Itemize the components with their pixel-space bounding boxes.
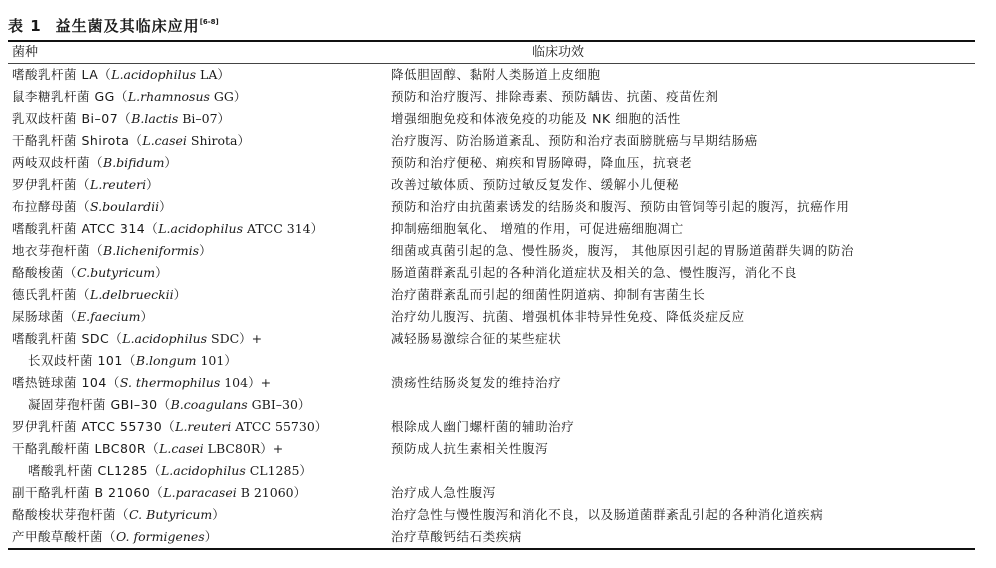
cell-clinical-effect: 治疗草酸钙结石类疾病 bbox=[391, 529, 523, 544]
species-strain-suffix: ATCC 55730） bbox=[231, 419, 328, 434]
cell-clinical-effect: 治疗幼儿腹泻、抗菌、增强机体非特异性免疫、降低炎症反应 bbox=[391, 309, 745, 324]
cell-clinical-effect: 抑制癌细胞氧化、 增殖的作用，可促进癌细胞凋亡 bbox=[391, 221, 684, 236]
table-row bbox=[8, 218, 975, 240]
species-chinese-name: 嗜酸乳杆菌 LA（ bbox=[12, 67, 112, 82]
species-strain-suffix: LBC80R）+ bbox=[203, 441, 284, 456]
species-strain-suffix: ） bbox=[155, 265, 168, 280]
species-latin-name: L.reuteri bbox=[175, 419, 232, 434]
table-row bbox=[8, 416, 975, 438]
table-row bbox=[8, 482, 975, 504]
probiotics-table bbox=[8, 40, 975, 550]
species-latin-name: E.faecium bbox=[77, 309, 141, 324]
species-chinese-name: 罗伊乳杆菌（ bbox=[12, 177, 91, 192]
species-chinese-name: 酪酸梭菌（ bbox=[12, 265, 78, 280]
species-latin-name: O. formigenes bbox=[116, 529, 205, 544]
species-latin-name: L.acidophilus bbox=[158, 221, 244, 236]
species-strain-suffix: ） bbox=[140, 309, 154, 324]
species-latin-name: B.lactis bbox=[131, 111, 179, 126]
table-row bbox=[8, 284, 975, 306]
cell-species bbox=[8, 174, 391, 196]
species-strain-suffix: Bi–07） bbox=[178, 111, 231, 126]
species-line bbox=[12, 67, 230, 82]
cell-species bbox=[8, 284, 391, 306]
species-line bbox=[12, 177, 159, 192]
species-strain-suffix: ） bbox=[212, 507, 225, 522]
table-row bbox=[8, 174, 975, 196]
cell-species bbox=[8, 262, 391, 284]
species-latin-name: L.paracasei bbox=[163, 485, 237, 500]
cell-species bbox=[8, 240, 391, 262]
species-strain-suffix: CL1285） bbox=[245, 463, 312, 478]
species-latin-name: L.acidophilus bbox=[111, 67, 197, 82]
table-row bbox=[8, 196, 975, 218]
species-chinese-name: 地衣芽孢杆菌（ bbox=[12, 243, 104, 258]
species-chinese-name: 德氏乳杆菌（ bbox=[12, 287, 91, 302]
species-chinese-name: 嗜热链球菌 104（ bbox=[12, 375, 120, 390]
table-caption bbox=[8, 12, 219, 36]
table-row bbox=[8, 130, 975, 152]
species-latin-name: L.casei bbox=[142, 133, 187, 148]
species-chinese-name: 罗伊乳杆菌 ATCC 55730（ bbox=[12, 419, 176, 434]
species-strain-suffix: Shirota） bbox=[186, 133, 250, 148]
species-latin-name: B.bifidum bbox=[103, 155, 165, 170]
species-chinese-name: 产甲酸草酸杆菌（ bbox=[12, 529, 117, 544]
species-latin-name: L.reuteri bbox=[90, 177, 147, 192]
cell-species bbox=[8, 218, 391, 240]
species-chinese-name: 鼠李糖乳杆菌 GG（ bbox=[12, 89, 128, 104]
table-row bbox=[8, 152, 975, 174]
species-chinese-name: 副干酪乳杆菌 B 21060（ bbox=[12, 485, 164, 500]
species-latin-name: S.boulardii bbox=[90, 199, 160, 214]
table-row bbox=[8, 86, 975, 108]
cell-clinical-effect: 治疗急性与慢性腹泻和消化不良，以及肠道菌群紊乱引起的各种消化道疾病 bbox=[391, 507, 824, 522]
species-line bbox=[12, 111, 230, 126]
species-line bbox=[12, 394, 391, 416]
species-line bbox=[12, 331, 262, 346]
species-strain-suffix: LA） bbox=[196, 67, 230, 82]
species-strain-suffix: 104）+ bbox=[220, 375, 272, 390]
cell-species bbox=[8, 526, 391, 548]
species-chinese-name: 嗜酸乳杆菌 ATCC 314（ bbox=[12, 221, 159, 236]
cell-clinical-effect: 治疗腹泻、防治肠道紊乱、预防和治疗表面膀胱癌与早期结肠癌 bbox=[391, 133, 758, 148]
header-clinical-effect: 临床功效 bbox=[531, 45, 584, 60]
species-line bbox=[12, 419, 327, 434]
species-line bbox=[12, 221, 323, 236]
species-line bbox=[12, 309, 153, 324]
cell-species bbox=[8, 64, 391, 86]
table-row bbox=[8, 504, 975, 526]
species-strain-suffix: 101） bbox=[196, 353, 237, 368]
cell-species bbox=[8, 86, 391, 108]
species-line bbox=[12, 265, 168, 280]
species-line bbox=[12, 485, 306, 500]
species-line bbox=[12, 441, 283, 456]
species-latin-name: C. Butyricum bbox=[129, 507, 213, 522]
table-body bbox=[8, 64, 975, 548]
species-line bbox=[12, 287, 186, 302]
species-chinese-name: 布拉酵母菌（ bbox=[12, 199, 91, 214]
species-chinese-name: 长双歧杆菌 101（ bbox=[28, 353, 136, 368]
cell-clinical-effect: 预防和治疗便秘、痢疾和胃肠障碍，降血压，抗衰老 bbox=[391, 155, 693, 170]
cell-clinical-effect: 预防和治疗由抗菌素诱发的结肠炎和腹泻、预防由管饲等引起的腹泻，抗癌作用 bbox=[391, 199, 850, 214]
species-line bbox=[12, 155, 177, 170]
species-line bbox=[12, 89, 246, 104]
table-label: 表 1 bbox=[8, 17, 42, 35]
cell-clinical-effect: 预防和治疗腹泻、排除毒素、预防龋齿、抗菌、疫苗佐剂 bbox=[391, 89, 719, 104]
species-latin-name: L.delbrueckii bbox=[90, 287, 174, 302]
table-row bbox=[8, 306, 975, 328]
species-line bbox=[12, 243, 212, 258]
species-chinese-name: 两岐双歧杆菌（ bbox=[12, 155, 104, 170]
table-row bbox=[8, 262, 975, 284]
cell-clinical-effect: 肠道菌群紊乱引起的各种消化道症状及相关的急、慢性腹泻，消化不良 bbox=[391, 265, 798, 280]
species-line bbox=[12, 507, 225, 522]
cell-species bbox=[8, 372, 391, 416]
species-strain-suffix: B 21060） bbox=[236, 485, 307, 500]
cell-species bbox=[8, 152, 391, 174]
cell-clinical-effect: 治疗成人急性腹泻 bbox=[391, 485, 496, 500]
cell-species bbox=[8, 438, 391, 482]
table-row bbox=[8, 372, 975, 416]
table-row bbox=[8, 328, 975, 372]
species-chinese-name: 嗜酸乳杆菌 SDC（ bbox=[12, 331, 123, 346]
cell-clinical-effect: 减轻肠易激综合征的某些症状 bbox=[391, 331, 562, 346]
cell-clinical-effect: 增强细胞免疫和体液免疫的功能及 NK 细胞的活性 bbox=[391, 111, 681, 126]
cell-species bbox=[8, 504, 391, 526]
table-row bbox=[8, 108, 975, 130]
table-row bbox=[8, 526, 975, 548]
species-chinese-name: 干酪乳杆菌 Shirota（ bbox=[12, 133, 143, 148]
species-latin-name: B.coagulans bbox=[170, 397, 248, 412]
cell-species bbox=[8, 108, 391, 130]
cell-clinical-effect: 改善过敏体质、预防过敏反复发作、缓解小儿便秘 bbox=[391, 177, 680, 192]
reference-citation: [6-8] bbox=[199, 18, 219, 26]
cell-clinical-effect: 溃疡性结肠炎复发的维持治疗 bbox=[391, 375, 562, 390]
table-title: 益生菌及其临床应用 bbox=[55, 17, 200, 35]
species-latin-name: B.licheniformis bbox=[103, 243, 200, 258]
species-chinese-name: 嗜酸乳杆菌 CL1285（ bbox=[28, 463, 161, 478]
species-strain-suffix: ） bbox=[199, 243, 212, 258]
species-line bbox=[12, 460, 391, 482]
cell-clinical-effect: 预防成人抗生素相关性腹泻 bbox=[391, 441, 549, 456]
cell-species bbox=[8, 416, 391, 438]
species-chinese-name: 乳双歧杆菌 Bi–07（ bbox=[12, 111, 132, 126]
table-header-row bbox=[8, 42, 975, 64]
cell-species bbox=[8, 482, 391, 504]
species-latin-name: S. thermophilus bbox=[119, 375, 221, 390]
cell-clinical-effect: 细菌或真菌引起的急、慢性肠炎，腹泻， 其他原因引起的胃肠道菌群失调的防治 bbox=[391, 243, 855, 258]
species-chinese-name: 干酪乳酸杆菌 LBC80R（ bbox=[12, 441, 160, 456]
cell-clinical-effect: 降低胆固醇、黏附人类肠道上皮细胞 bbox=[391, 67, 601, 82]
cell-clinical-effect: 根除成人幽门螺杆菌的辅助治疗 bbox=[391, 419, 575, 434]
cell-species bbox=[8, 328, 391, 372]
species-latin-name: L.acidophilus bbox=[160, 463, 246, 478]
species-latin-name: L.rhamnosus bbox=[127, 89, 210, 104]
table-row bbox=[8, 438, 975, 482]
species-line bbox=[12, 199, 172, 214]
species-line bbox=[12, 529, 217, 544]
cell-species bbox=[8, 306, 391, 328]
table-row bbox=[8, 240, 975, 262]
species-strain-suffix: ATCC 314） bbox=[243, 221, 324, 236]
species-strain-suffix: ） bbox=[159, 199, 172, 214]
header-species: 菌种 bbox=[12, 45, 39, 60]
species-chinese-name: 凝固芽孢杆菌 GBI–30（ bbox=[28, 397, 171, 412]
species-latin-name: L.casei bbox=[159, 441, 204, 456]
species-strain-suffix: ） bbox=[204, 529, 218, 544]
species-latin-name: B.longum bbox=[135, 353, 197, 368]
table-row bbox=[8, 64, 975, 86]
species-strain-suffix: GBI–30） bbox=[247, 397, 311, 412]
species-line bbox=[12, 350, 391, 372]
species-strain-suffix: GG） bbox=[209, 89, 247, 104]
cell-species bbox=[8, 196, 391, 218]
species-line bbox=[12, 375, 271, 390]
species-strain-suffix: ） bbox=[173, 287, 187, 302]
species-line bbox=[12, 133, 250, 148]
species-strain-suffix: ） bbox=[164, 155, 177, 170]
species-chinese-name: 屎肠球菌（ bbox=[12, 309, 78, 324]
species-latin-name: L.acidophilus bbox=[122, 331, 208, 346]
species-strain-suffix: SDC）+ bbox=[207, 331, 263, 346]
species-latin-name: C.butyricum bbox=[77, 265, 156, 280]
cell-species bbox=[8, 130, 391, 152]
species-chinese-name: 酪酸梭状芽孢杆菌（ bbox=[12, 507, 130, 522]
species-strain-suffix: ） bbox=[146, 177, 159, 192]
cell-clinical-effect: 治疗菌群紊乱而引起的细菌性阴道病、抑制有害菌生长 bbox=[391, 287, 706, 302]
